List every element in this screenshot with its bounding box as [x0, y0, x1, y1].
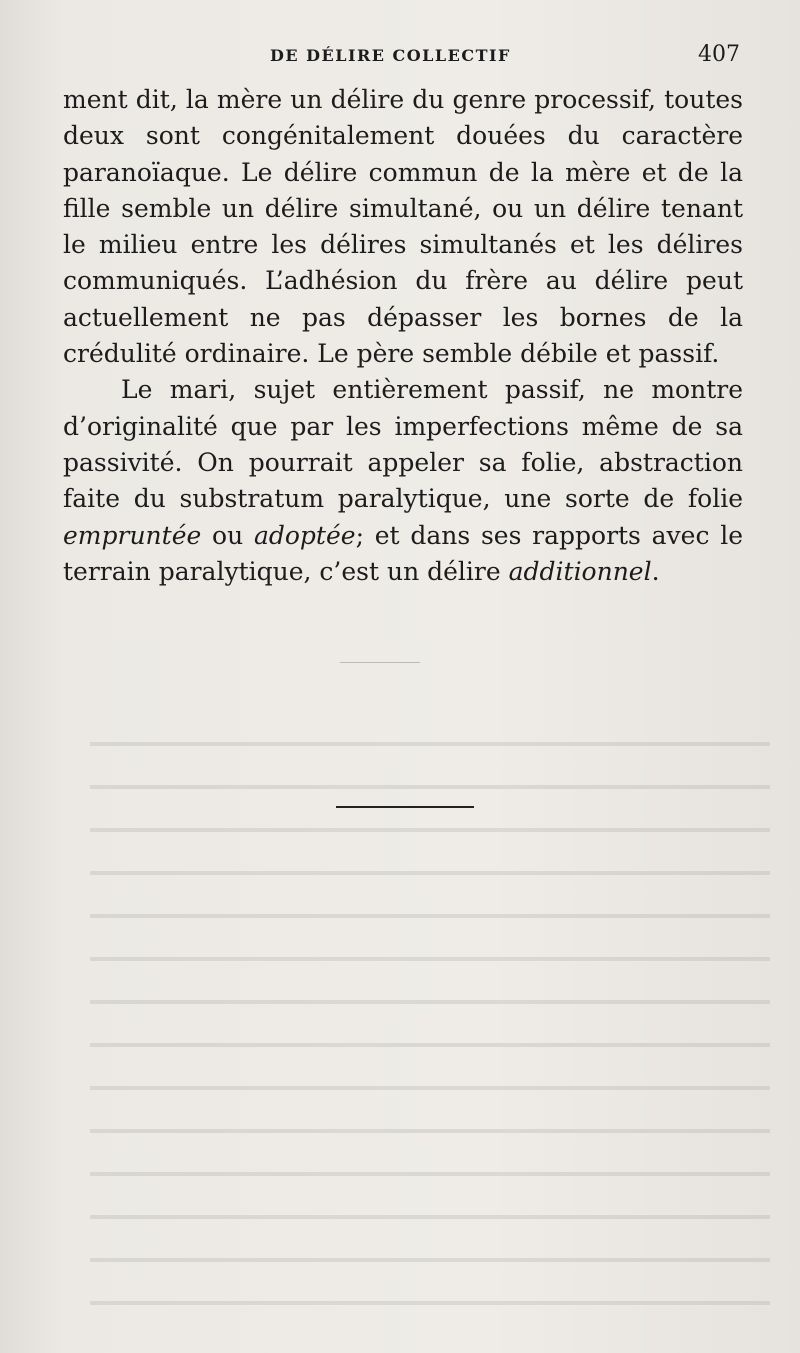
- paragraph-1-text: ment dit, la mère un délire du genre processif, toutes deux sont congénitalement douées du caractère paranoïaque. Le délire commun de la mère et de la fille semble un délire simultané, ou un délire tenant le milieu entre les délires simultanés et les délires communiqués. L’adhésion du frère au délire peut actuellement ne pas dépasser les bornes de la crédulité ordinaire. Le père semble débile et passif.: [63, 85, 743, 369]
- paragraph-2-text-end: .: [651, 556, 660, 586]
- section-divider: [336, 806, 474, 808]
- faint-divider: [340, 662, 420, 663]
- paragraph-2-text-mid1: ou: [201, 520, 254, 550]
- paragraph-2: [63, 372, 743, 590]
- page-header: [270, 40, 770, 70]
- paragraph-1: [63, 82, 743, 372]
- bleed-through-texture: [90, 720, 770, 1320]
- running-title: DE DÉLIRE COLLECTIF: [270, 46, 511, 65]
- emphasis-empruntee: empruntée: [63, 520, 202, 550]
- body-text: [63, 82, 743, 590]
- emphasis-additionnel: additionnel: [508, 556, 652, 586]
- paragraph-2-text-start: Le mari, sujet entièrement passif, ne montre d’originalité que par les imperfections même de sa passivité. On pourrait appeler sa folie, abstraction faite du substratum paralytique, une sorte de folie: [63, 375, 743, 514]
- emphasis-adoptee: adoptée: [253, 520, 356, 550]
- paragraph-2-text-mid2: ; et dans ses rapports avec le terrain paralytique, c’est un délire: [63, 520, 744, 586]
- page-number: 407: [698, 42, 740, 67]
